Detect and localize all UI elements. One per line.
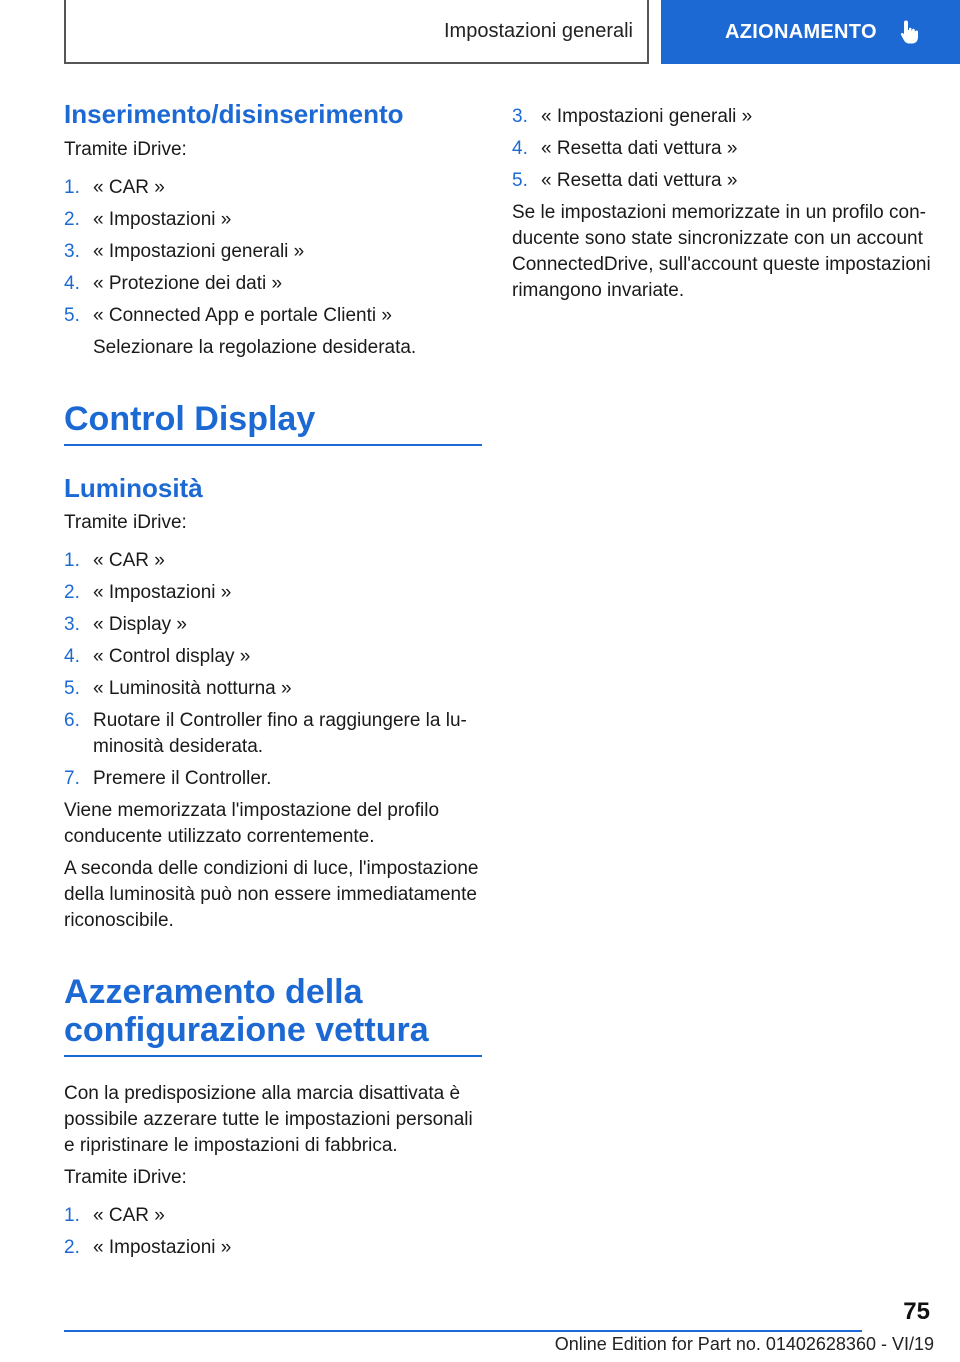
- list-item: [64, 708, 482, 760]
- step-text: « CAR »: [93, 1205, 165, 1227]
- step-number: 5.: [64, 678, 80, 700]
- list-item: [64, 676, 482, 702]
- chapter-title-control-display: Control Display: [64, 401, 482, 446]
- footer-edition: Online Edition for Part no. 01402628360 - VI/19: [554, 1334, 934, 1354]
- step-text: « Impostazioni generali »: [541, 106, 753, 127]
- list-item: [512, 104, 932, 130]
- list-item: [512, 136, 932, 162]
- footer-divider: [64, 1330, 862, 1332]
- step-list-azzeramento-continued: [512, 104, 932, 194]
- step-number: 3.: [512, 106, 528, 127]
- list-item: [64, 303, 482, 329]
- step-text: Ruotare il Controller fino a raggiungere la luminosità desiderata.: [93, 710, 467, 758]
- list-item: [64, 239, 482, 265]
- list-item: [64, 548, 482, 574]
- header-section-tab: [64, 0, 649, 64]
- step-text: « Impostazioni »: [93, 208, 232, 230]
- section-title-luminosita: Luminosità: [64, 472, 203, 503]
- step-text: « Protezione dei dati »: [93, 272, 283, 294]
- list-item: [64, 1203, 482, 1229]
- page-number: 75: [903, 1298, 930, 1325]
- left-column: [64, 98, 482, 1267]
- list-item: [512, 168, 932, 194]
- step-number: 1.: [64, 176, 80, 198]
- step-number: 4.: [512, 138, 528, 159]
- right-column: [512, 104, 932, 304]
- header-section-title: Impostazioni generali: [444, 19, 633, 42]
- step-number: 6.: [64, 710, 80, 732]
- step-text: « Control display »: [93, 646, 251, 668]
- step-list-luminosita: [64, 548, 482, 792]
- list-item: [64, 580, 482, 606]
- step-number: 7.: [64, 768, 80, 790]
- step-number: 4.: [64, 646, 80, 668]
- step-text: « Impostazioni »: [93, 582, 232, 604]
- list-item: [64, 1235, 482, 1261]
- list-item: [64, 612, 482, 638]
- step-text: « Impostazioni generali »: [93, 240, 305, 262]
- note-text: Selezionare la regolazione desiderata.: [93, 336, 417, 358]
- header-chapter-tab: [661, 0, 960, 64]
- step-text: « Impostazioni »: [93, 1237, 232, 1259]
- paragraph: A seconda delle condizioni di luce, l'impostazione della luminosità può non essere immediatamente riconoscibile.: [64, 858, 479, 932]
- section-title-inserimento: Inserimento/disinserimento: [64, 99, 404, 129]
- intro-text: Tramite iDrive:: [64, 512, 187, 534]
- step-number: 1.: [64, 550, 80, 572]
- step-number: 5.: [512, 170, 528, 191]
- paragraph: Se le impostazioni memorizzate in un profilo conducente sono state sincronizzate con un account ConnectedDrive, sull'account queste impostazioni rimangono invariate.: [512, 202, 931, 301]
- step-text: « CAR »: [93, 176, 165, 198]
- list-item: [64, 644, 482, 670]
- step-number: 2.: [64, 1237, 80, 1259]
- chapter-title-azzeramento: Azzeramento della configurazione vettura: [64, 974, 482, 1057]
- hand-pointer-icon: [899, 19, 921, 45]
- paragraph: Con la predisposizione alla marcia disattivata è possibile azzerare tutte le impostazioni personali e ripristinare le impostazioni di fabbrica.: [64, 1083, 473, 1157]
- intro-text: Tramite iDrive:: [64, 1167, 187, 1189]
- step-list-inserimento: [64, 175, 482, 329]
- step-number: 3.: [64, 614, 80, 636]
- step-text: Premere il Controller.: [93, 768, 272, 790]
- list-item: [64, 766, 482, 792]
- step-number: 4.: [64, 272, 80, 294]
- intro-text: Tramite iDrive:: [64, 138, 187, 160]
- step-list-azzeramento: [64, 1203, 482, 1261]
- list-item: [64, 271, 482, 297]
- step-text: « Resetta dati vettura »: [541, 170, 738, 191]
- header-chapter-title: AZIONAMENTO: [725, 20, 877, 43]
- paragraph: Viene memorizzata l'impostazione del profilo conducente utilizzato correntemente.: [64, 800, 440, 848]
- step-text: « Connected App e portale Clienti »: [93, 304, 392, 326]
- step-text: « Luminosità notturna »: [93, 678, 292, 700]
- step-number: 2.: [64, 582, 80, 604]
- list-item: [64, 175, 482, 201]
- step-number: 1.: [64, 1205, 80, 1227]
- step-text: « Resetta dati vettura »: [541, 138, 738, 159]
- step-number: 2.: [64, 208, 80, 230]
- step-number: 3.: [64, 240, 80, 262]
- list-item: [64, 207, 482, 233]
- step-text: « CAR »: [93, 550, 165, 572]
- step-text: « Display »: [93, 614, 187, 636]
- step-number: 5.: [64, 304, 80, 326]
